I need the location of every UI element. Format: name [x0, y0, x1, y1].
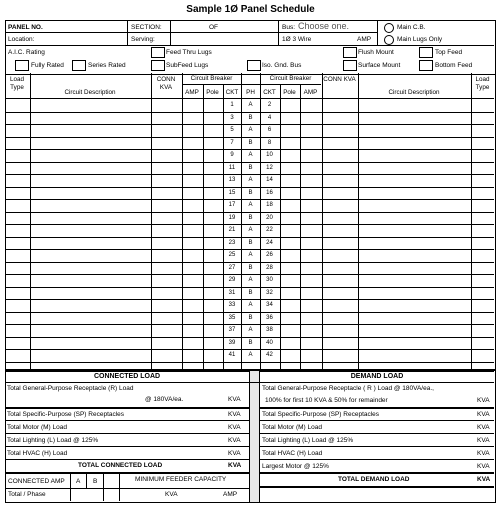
- fully-rated-checkbox[interactable]: [15, 60, 29, 71]
- cl-total-label: TOTAL CONNECTED LOAD: [78, 462, 163, 469]
- right-ckt-number: 22: [266, 227, 273, 233]
- left-ckt-number: 9: [230, 152, 234, 158]
- cl-motor-label: Total Motor (M) Load: [7, 424, 67, 431]
- phase-letter: A: [248, 102, 253, 108]
- column-divider: [151, 73, 152, 369]
- main-cb-radio[interactable]: [384, 23, 394, 33]
- wire-label: 1Ø 3 Wire: [282, 36, 312, 43]
- phase-letter: A: [248, 227, 253, 233]
- right-ckt-number: 20: [266, 214, 273, 221]
- right-ckt-number: 6: [267, 127, 272, 133]
- phase-letter: A: [248, 127, 253, 133]
- dl-hvac-kva: KVA: [477, 450, 490, 457]
- left-circuit-desc-header: Circuit Description: [64, 89, 116, 96]
- left-amp-header: AMP: [185, 89, 199, 96]
- right-ckt-number: 14: [266, 177, 273, 183]
- column-divider: [203, 85, 204, 369]
- top-feed-checkbox[interactable]: [419, 47, 433, 58]
- left-conn-kva-header: CONN KVA: [156, 76, 176, 91]
- dl-lighting-kva: KVA: [477, 437, 490, 444]
- left-ckt-number: 33: [228, 302, 236, 308]
- dl-total-kva: KVA: [477, 476, 491, 483]
- phase-letter: B: [248, 339, 253, 346]
- subfeed-checkbox[interactable]: [151, 60, 165, 71]
- column-divider: [260, 73, 261, 369]
- phase-letter: B: [248, 214, 253, 221]
- right-ckt-number: 42: [266, 352, 273, 358]
- phase-letter: B: [248, 314, 253, 321]
- dl-specific-kva: KVA: [477, 411, 490, 418]
- panel-no-label: PANEL NO.: [8, 24, 43, 31]
- phase-letter: B: [248, 264, 253, 271]
- right-ckt-number: 36: [266, 314, 273, 321]
- cl-lighting-label: Total Lighting (L) Load @ 125%: [7, 437, 99, 444]
- iso-gnd-label: Iso. Gnd. Bus: [262, 62, 302, 69]
- total-phase-label: Total / Phase: [8, 491, 46, 498]
- phase-letter: A: [248, 327, 253, 333]
- phase-letter: B: [248, 239, 253, 246]
- phase-letter: B: [248, 289, 253, 296]
- left-ckt-number: 29: [228, 277, 236, 283]
- right-ckt-number: 16: [266, 189, 273, 196]
- main-cb-label: Main C.B.: [397, 24, 426, 31]
- cl-receptacle-label: Total General-Purpose Receptacle (R) Load: [7, 385, 134, 392]
- min-feeder-kva: KVA: [165, 491, 178, 498]
- right-pole-header: Pole: [283, 89, 296, 96]
- left-ckt-number: 37: [228, 327, 236, 333]
- flush-mount-label: Flush Mount: [358, 49, 394, 56]
- cl-hvac-label: Total HVAC (H) Load: [7, 450, 68, 457]
- feed-thru-checkbox[interactable]: [151, 47, 165, 58]
- right-ckt-number: 32: [266, 289, 273, 296]
- right-amp-header: AMP: [303, 89, 318, 96]
- left-ckt-number: 17: [228, 202, 236, 208]
- aic-rating-label: A.I.C. Rating: [8, 49, 45, 56]
- dl-specific-label: Total Specific-Purpose (SP) Receptacles: [262, 411, 380, 418]
- left-ckt-number: 1: [230, 102, 234, 108]
- dl-total-label: TOTAL DEMAND LOAD: [338, 476, 410, 483]
- right-circuit-desc-header: Circuit Description: [388, 89, 440, 96]
- dl-lighting-label: Total Lighting (L) Load @ 125%: [262, 437, 354, 444]
- left-ckt-number: 39: [228, 339, 236, 346]
- column-divider: [358, 73, 359, 369]
- column-divider: [471, 73, 472, 369]
- left-ckt-number: 41: [228, 352, 236, 358]
- cl-specific-kva: KVA: [228, 411, 241, 418]
- left-ckt-number: 7: [230, 139, 234, 146]
- surface-mount-checkbox[interactable]: [343, 60, 357, 71]
- right-ckt-number: 24: [266, 239, 273, 246]
- right-ckt-number: 4: [267, 114, 272, 121]
- serving-label: Serving:: [131, 36, 155, 43]
- left-ckt-number: 25: [228, 252, 236, 258]
- section-label: SECTION:: [131, 24, 162, 31]
- series-rated-checkbox[interactable]: [72, 60, 86, 71]
- dl-receptacle-label: Total General-Purpose Receptacle ( R ) Load @ 180VA/ea.,: [262, 385, 434, 392]
- cl-receptacle-kva: KVA: [228, 396, 241, 403]
- right-ckt-number: 28: [266, 264, 273, 271]
- bottom-feed-label: Bottom Feed: [435, 62, 473, 69]
- phase-letter: A: [248, 302, 253, 308]
- phase-a-label: A: [76, 478, 81, 485]
- left-ckt-number: 21: [228, 227, 236, 233]
- dl-largest-motor-label: Largest Motor @ 125%: [262, 463, 329, 470]
- phase-letter: A: [248, 252, 253, 258]
- left-ckt-number: 15: [228, 189, 236, 196]
- cl-lighting-kva: KVA: [228, 437, 241, 444]
- right-conn-kva-header: CONN KVA: [323, 76, 356, 83]
- dl-receptacle-kva: KVA: [477, 397, 490, 404]
- left-ckt-number: 5: [230, 127, 234, 133]
- cl-total-kva: KVA: [228, 462, 242, 469]
- series-rated-label: Series Rated: [88, 62, 126, 69]
- connected-amp-label: CONNECTED AMP: [8, 478, 65, 485]
- surface-mount-label: Surface Mount: [358, 62, 401, 69]
- left-ckt-number: 31: [228, 289, 236, 296]
- top-feed-label: Top Feed: [435, 49, 463, 56]
- column-divider: [241, 73, 242, 369]
- left-ckt-number: 13: [228, 177, 236, 183]
- column-divider: [30, 73, 31, 369]
- right-ckt-number: 18: [266, 202, 273, 208]
- column-divider: [300, 85, 301, 369]
- cl-specific-label: Total Specific-Purpose (SP) Receptacles: [7, 411, 125, 418]
- phase-letter: A: [248, 352, 253, 358]
- right-ckt-number: 40: [266, 339, 273, 346]
- subfeed-label: SubFeed Lugs: [166, 62, 209, 69]
- phase-letter: A: [248, 277, 253, 283]
- flush-mount-checkbox[interactable]: [343, 47, 357, 58]
- column-divider: [322, 73, 323, 369]
- phase-letter: A: [248, 177, 253, 183]
- right-ckt-number: 34: [266, 302, 273, 308]
- left-pole-header: Pole: [206, 89, 219, 96]
- bottom-feed-checkbox[interactable]: [419, 60, 433, 71]
- min-feeder-amp: AMP: [223, 491, 238, 498]
- ph-header: PH: [246, 89, 255, 96]
- feed-thru-label: Feed Thru Lugs: [166, 49, 212, 56]
- cl-hvac-kva: KVA: [228, 450, 241, 457]
- right-ckt-number: 26: [266, 252, 273, 258]
- column-divider: [182, 73, 183, 369]
- left-ckt-number: 23: [228, 239, 236, 246]
- phase-letter: A: [248, 202, 253, 208]
- dl-hvac-label: Total HVAC (H) Load: [262, 450, 323, 457]
- right-breaker-header: Circuit Breaker: [269, 75, 312, 82]
- left-load-type-header: Load Type: [9, 76, 24, 91]
- location-label: Location:: [8, 36, 35, 43]
- right-ckt-number: 8: [267, 139, 272, 146]
- phase-letter: A: [248, 152, 253, 158]
- column-divider: [280, 85, 281, 369]
- bus-label: Bus:: [282, 24, 296, 31]
- bus-select[interactable]: Choose one.: [298, 21, 350, 31]
- main-lugs-label: Main Lugs Only: [397, 36, 443, 43]
- right-ckt-number: 12: [266, 164, 273, 171]
- amp-label: AMP: [357, 36, 372, 43]
- dl-receptacle-note: 100% for first 10 KVA & 50% for remainder: [265, 397, 388, 404]
- right-ckt-header: CKT: [263, 89, 276, 96]
- phase-letter: B: [248, 164, 253, 171]
- demand-load-title: DEMAND LOAD: [350, 373, 404, 380]
- left-ckt-number: 19: [228, 214, 236, 221]
- dl-motor-label: Total Motor (M) Load: [262, 424, 322, 431]
- of-label: OF: [209, 24, 219, 31]
- fully-rated-label: Fully Rated: [31, 62, 64, 69]
- cl-receptacle-rate: @ 180VA/ea.: [145, 396, 184, 403]
- left-breaker-header: Circuit Breaker: [190, 75, 233, 82]
- page-title: Sample 1Ø Panel Schedule: [186, 4, 315, 15]
- phase-letter: B: [248, 139, 253, 146]
- left-ckt-number: 11: [228, 164, 236, 171]
- main-lugs-radio[interactable]: [384, 35, 394, 45]
- right-ckt-number: 38: [266, 327, 273, 333]
- right-load-type-header: Load Type: [475, 76, 490, 91]
- right-ckt-number: 10: [266, 152, 273, 158]
- phase-letter: B: [248, 114, 253, 121]
- right-ckt-number: 2: [267, 102, 272, 108]
- left-ckt-number: 3: [230, 114, 234, 121]
- iso-gnd-checkbox[interactable]: [247, 60, 261, 71]
- column-divider: [223, 85, 224, 369]
- row-divider: [5, 362, 494, 363]
- dl-motor-kva: KVA: [477, 424, 490, 431]
- phase-b-label: B: [93, 478, 98, 485]
- min-feeder-label: MINIMUM FEEDER CAPACITY: [135, 476, 227, 483]
- left-ckt-number: 27: [228, 264, 236, 271]
- connected-load-title: CONNECTED LOAD: [93, 373, 161, 380]
- right-ckt-number: 30: [266, 277, 273, 283]
- left-ckt-number: 35: [228, 314, 236, 321]
- cl-motor-kva: KVA: [228, 424, 241, 431]
- dl-largest-motor-kva: KVA: [477, 463, 490, 470]
- phase-letter: B: [248, 189, 253, 196]
- left-ckt-header: CKT: [225, 89, 239, 96]
